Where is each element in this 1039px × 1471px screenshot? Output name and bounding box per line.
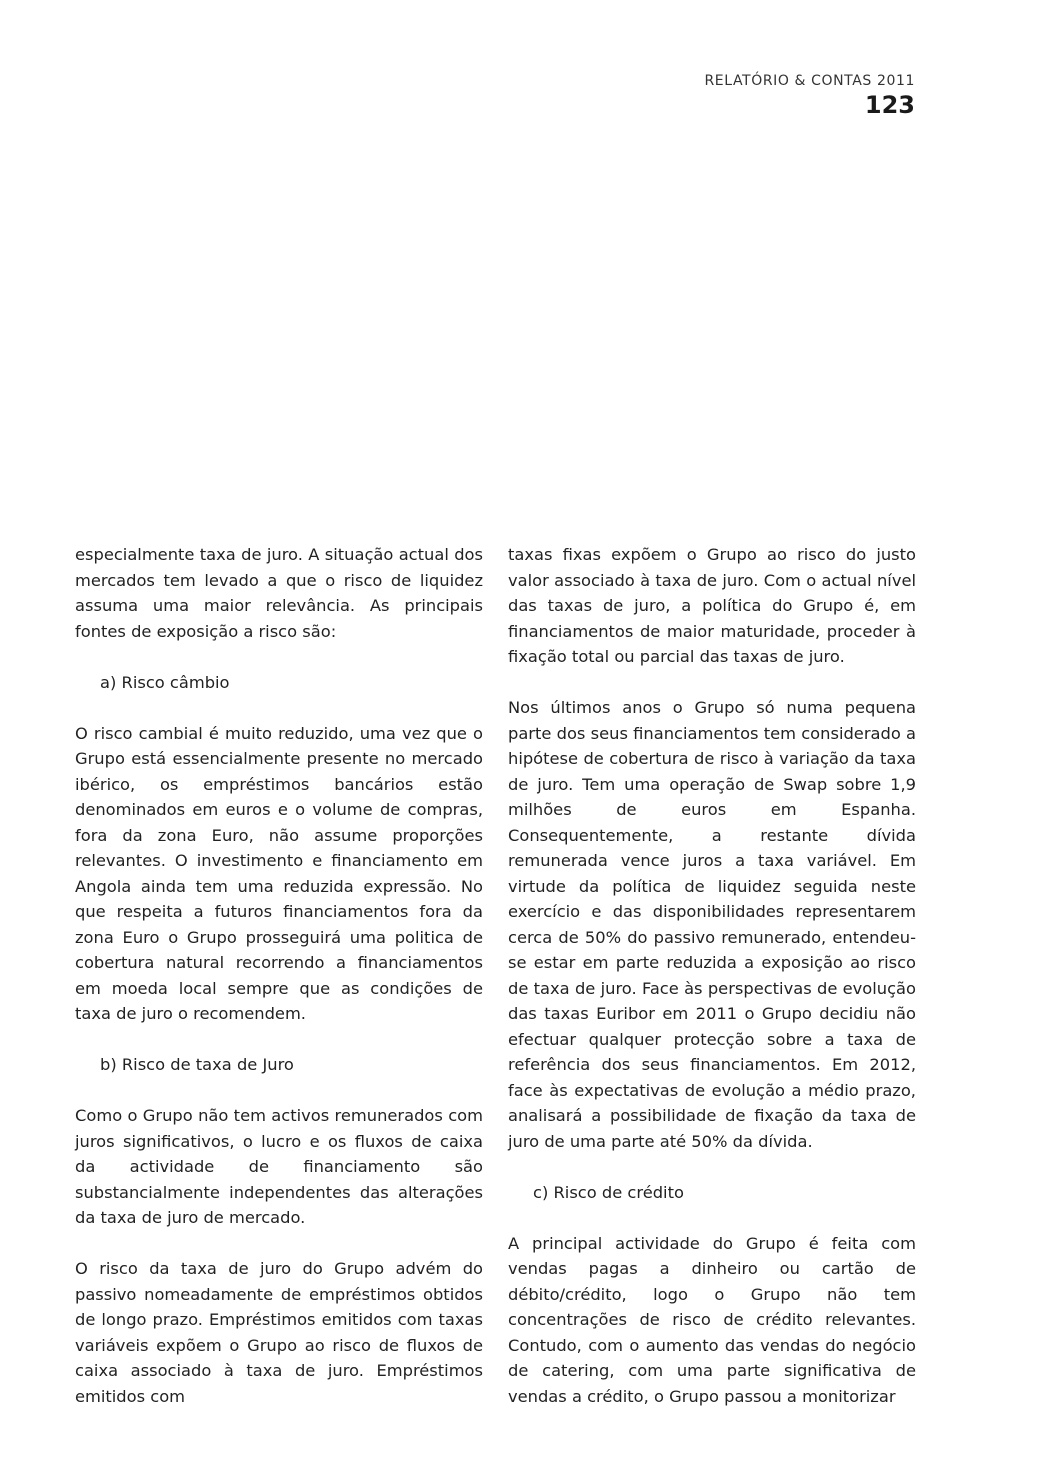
left-column [75, 542, 483, 1435]
paragraph: O risco cambial é muito reduzido, uma vez que o Grupo está essencialmente presente no mercado ibérico, os empréstimos bancários estão denominados em euros e o volume de compras, fora da zona Euro, não assume proporções relevantes. O investimento e financiamento em Angola ainda tem uma reduzida expressão. No que respeita a futuros financiamentos fora da zona Euro o Grupo prosseguirá uma politica de cobertura natural recorrendo a financiamentos em moeda local sempre que as condições de taxa de juro o recomendem. [75, 723, 483, 1023]
report-title: RELATÓRIO & CONTAS 2011 [704, 73, 915, 89]
section-heading-risco-taxa-juro: b) Risco de taxa de Juro [100, 1055, 294, 1074]
paragraph: Nos últimos anos o Grupo só numa pequena parte dos seus financiamentos tem considerado a hipótese de cobertura de risco à variação da taxa de juro. Tem uma operação de Swap sobre 1,9 milhões de euros em Espanha. Consequentemente, a restante dívida remunerada vence juros a taxa variável. Em virtude da política de liquidez seguida neste exercício e das disponibilidades representarem cerca de 50% do passivo remunerado, entendeu-se estar em parte reduzida a exposição ao risco de taxa de juro. Face às perspectivas de evolução das taxas Euribor em 2011 o Grupo decidiu não efectuar qualquer protecção sobre a taxa de referência dos seus financiamentos. Em 2012, face às expectativas de evolução a médio prazo, analisará a possibilidade de fixação da taxa de juro de uma parte até 50% da dívida. [508, 698, 916, 1151]
paragraph: Como o Grupo não tem activos remunerados com juros significativos, o lucro e os fluxos de caixa da actividade de financiamento são substancialmente independentes das alterações da taxa de juro de mercado. [75, 1106, 483, 1227]
right-column [508, 542, 916, 1435]
paragraph: especialmente taxa de juro. A situação actual dos mercados tem levado a que o risco de liquidez assuma uma maior relevância. As principais fontes de exposição a risco são: [75, 545, 483, 641]
page-number: 123 [864, 91, 915, 119]
paragraph: O risco da taxa de juro do Grupo advém do passivo nomeadamente de empréstimos obtidos de longo prazo. Empréstimos emitidos com taxas variáveis expõem o Grupo ao risco de fluxos de caixa associado à taxa de juro. Empréstimos emitidos com [75, 1259, 483, 1406]
paragraph: taxas fixas expõem o Grupo ao risco do justo valor associado à taxa de juro. Com o actual nível das taxas de juro, a política do Grupo é, em financiamentos de maior maturidade, proceder à fixação total ou parcial das taxas de juro. [508, 545, 916, 666]
paragraph: A principal actividade do Grupo é feita com vendas pagas a dinheiro ou cartão de débito/crédito, logo o Grupo não tem concentrações de risco de crédito relevantes. Contudo, com o aumento das vendas do negócio de catering, com uma parte significativa de vendas a crédito, o Grupo passou a monitorizar [508, 1233, 916, 1406]
page-header [704, 72, 915, 120]
section-heading-risco-credito: c) Risco de crédito [533, 1182, 684, 1202]
section-heading-risco-cambio: a) Risco câmbio [100, 672, 230, 692]
